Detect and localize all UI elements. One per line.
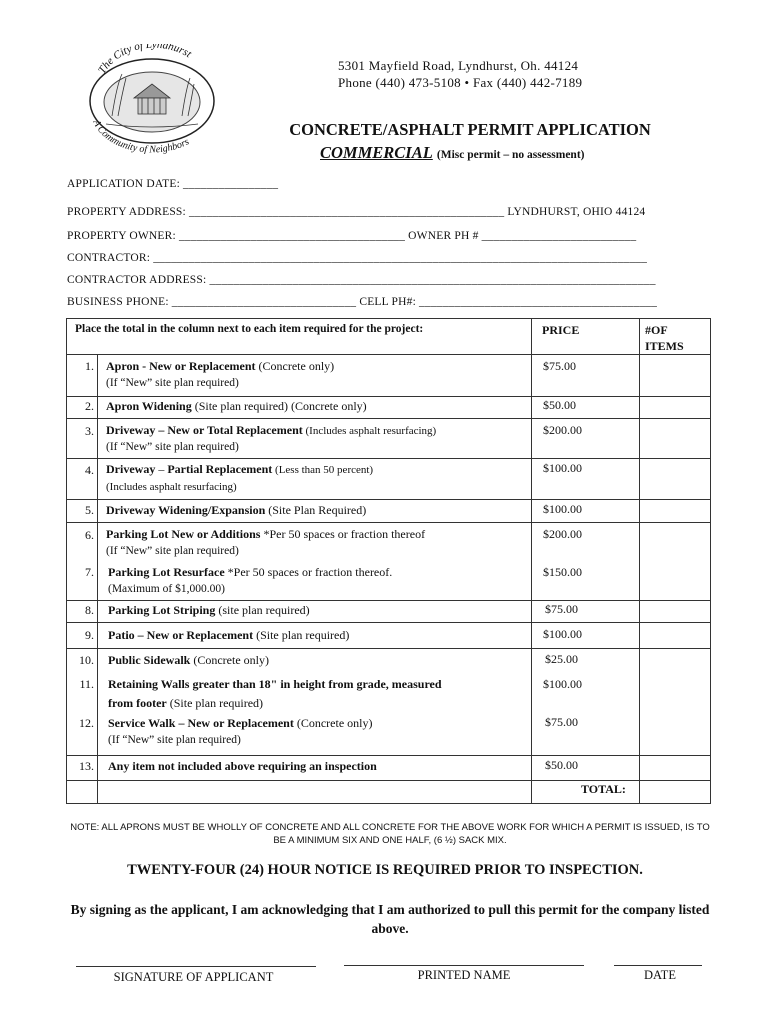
logo-text-bottom: A Community of Neighbors [90, 118, 192, 154]
table-row: Patio – New or Replacement (Site plan required) [108, 628, 350, 642]
table-header-description: Place the total in the column next to each item required for the project: [75, 323, 424, 335]
row-number: 1. [85, 359, 94, 373]
subtitle-note: (Misc permit – no assessment) [436, 149, 585, 161]
contractor-address-field[interactable]: CONTRACTOR ADDRESS: ___________________________________________________________________________ [67, 274, 656, 286]
address-line-1: 5301 Mayfield Road, Lyndhurst, Oh. 44124 [338, 58, 579, 73]
table-row: Parking Lot Striping (site plan required) [108, 603, 310, 617]
table-row: Public Sidewalk (Concrete only) [108, 653, 269, 667]
row-number: 7. [85, 565, 94, 579]
row-subtext: (Includes asphalt resurfacing) [106, 481, 237, 493]
row-number: 12. [79, 716, 94, 730]
row-number: 2. [85, 399, 94, 413]
concrete-note: NOTE: ALL APRONS MUST BE WHOLLY OF CONCRETE AND ALL CONCRETE FOR THE ABOVE WORK FOR WHICH A PERMIT IS ISSUED, IS TO BE A MINIMUM SIX AND ONE HALF, (6 ½) SACK MIX. [70, 822, 710, 846]
row-subtext: (Maximum of $1,000.00) [108, 583, 225, 595]
row-price: $100.00 [543, 677, 582, 691]
row-price: $75.00 [545, 602, 578, 616]
row-number: 5. [85, 503, 94, 517]
property-address-field[interactable]: PROPERTY ADDRESS: _____________________________________________________ LYNDHURST, OHIO 44124 [67, 206, 646, 218]
contractor-field[interactable]: CONTRACTOR: ___________________________________________________________________________________ [67, 252, 648, 264]
address-line-2: Phone (440) 473-5108 • Fax (440) 442-7189 [338, 75, 583, 90]
application-date-field[interactable]: APPLICATION DATE: ________________ [67, 178, 279, 190]
row-price: $100.00 [543, 502, 582, 516]
row-number: 10. [79, 653, 94, 667]
page-title: CONCRETE/ASPHALT PERMIT APPLICATION [289, 120, 651, 139]
row-subtext: (If “New” site plan required) [106, 377, 239, 389]
signature-line[interactable] [76, 966, 316, 967]
row-price: $200.00 [543, 423, 582, 437]
table-row: Parking Lot Resurface *Per 50 spaces or fraction thereof. [108, 565, 393, 579]
row-number: 13. [79, 759, 94, 773]
row-subtext: (If “New” site plan required) [106, 545, 239, 557]
permit-table [66, 318, 711, 804]
row-number: 4. [85, 463, 94, 477]
date-label: DATE [644, 968, 676, 982]
row-price: $100.00 [543, 461, 582, 475]
row-price: $150.00 [543, 565, 582, 579]
logo-text-top: The City of Lyndhurst [96, 44, 194, 76]
row-price: $200.00 [543, 527, 582, 541]
row-price: $50.00 [543, 398, 576, 412]
row-subtext: from footer (Site plan required) [108, 696, 264, 710]
table-row: Apron Widening (Site plan required) (Concrete only) [106, 399, 367, 413]
table-row: Driveway – Partial Replacement (Less than 50 percent) [106, 462, 374, 476]
table-row: Any item not included above requiring an inspection [108, 759, 377, 773]
row-number: 8. [85, 603, 94, 617]
property-owner-field[interactable]: PROPERTY OWNER: ______________________________________ OWNER PH # __________________________ [67, 230, 637, 242]
row-price: $25.00 [545, 652, 578, 666]
table-row: Driveway Widening/Expansion (Site Plan Required) [106, 503, 367, 517]
acknowledgement-text: By signing as the applicant, I am acknowledging that I am authorized to pull this permit for the company listed above. [70, 902, 710, 936]
printed-name-label: PRINTED NAME [417, 968, 511, 982]
printed-name-line[interactable] [344, 965, 584, 966]
signature-label: SIGNATURE OF APPLICANT [113, 970, 274, 984]
table-header-count-2: ITEMS [645, 339, 684, 353]
table-row: Retaining Walls greater than 18" in height from grade, measured [108, 677, 442, 691]
total-label: TOTAL: [581, 782, 626, 796]
row-number: 11. [79, 677, 94, 691]
table-header-count-1: #OF [645, 323, 668, 337]
date-line[interactable] [614, 965, 702, 966]
row-number: 3. [85, 424, 94, 438]
row-subtext: (If “New” site plan required) [106, 441, 239, 453]
table-row: Service Walk – New or Replacement (Concrete only) [108, 716, 373, 730]
row-price: $50.00 [545, 758, 578, 772]
inspection-notice: TWENTY-FOUR (24) HOUR NOTICE IS REQUIRED PRIOR TO INSPECTION. [127, 862, 643, 878]
subtitle-main: COMMERCIAL [320, 143, 433, 162]
svg-text:The City of Lyndhurst [96, 44, 194, 76]
table-row: Driveway – New or Total Replacement (Includes asphalt resurfacing) [106, 423, 437, 437]
business-phone-field[interactable]: BUSINESS PHONE: _______________________________ CELL PH#: ________________________________________ [67, 296, 658, 308]
page-subtitle [320, 143, 584, 163]
row-number: 6. [85, 528, 94, 542]
table-row: Parking Lot New or Additions *Per 50 spaces or fraction thereof [106, 527, 426, 541]
table-row: Apron - New or Replacement (Concrete only) [106, 359, 335, 373]
row-subtext: (If “New” site plan required) [108, 734, 241, 746]
table-header-price: PRICE [542, 323, 580, 337]
row-number: 9. [85, 628, 94, 642]
row-price: $100.00 [543, 627, 582, 641]
row-price: $75.00 [543, 359, 576, 373]
row-price: $75.00 [545, 715, 578, 729]
